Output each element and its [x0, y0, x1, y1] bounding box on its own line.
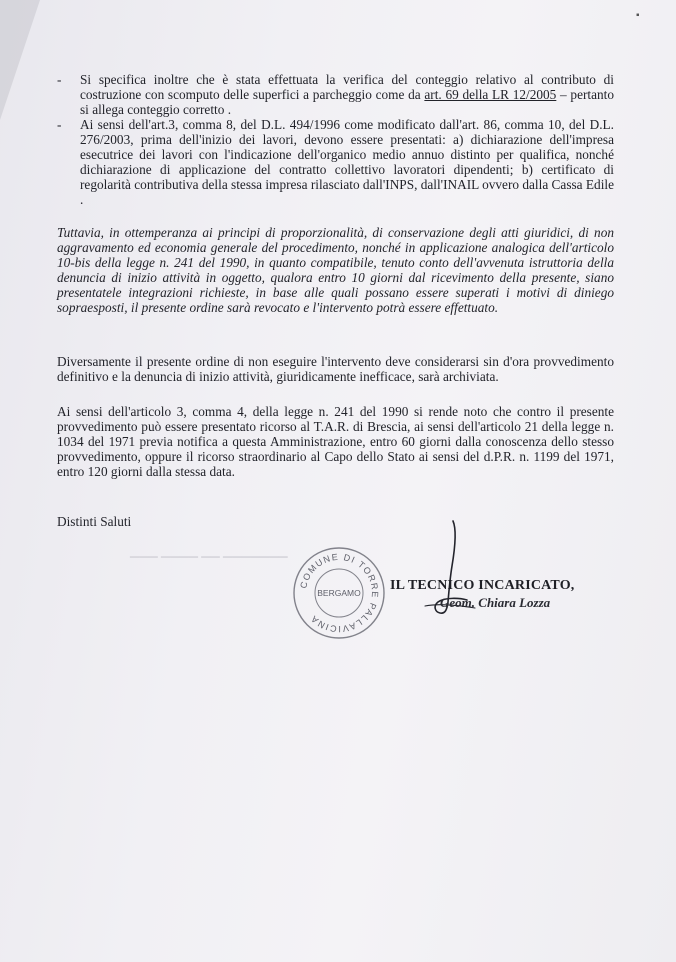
scan-mark: ▪ — [636, 10, 640, 21]
italic-paragraph: Tuttavia, in ottemperanza ai principi di proporzionalità, di conservazione degli atti giuridici, di non aggravamento ed economia generale del procedimento, nonché in applicazione analogica dell'articolo 10-bis della legge n. 241 del 1990, in quanto compatibile, tenuto conto dell'avvenuta istruttoria della denuncia di inizio attività in oggetto, qualora entro 10 giorni dal ricevimento della presente, siano presentatele integrazioni richieste, in base alle quali possano essere superati i motivi di diniego sopraesposti, il presente ordine sarà revocato e l'intervento potrà essere effettuato. — [57, 225, 614, 315]
bullet-list — [57, 72, 614, 207]
bullet-item-parcheggio — [57, 72, 614, 117]
stamp-ring-text: COMUNE DI TORRE PALLAVICINA — [298, 551, 381, 635]
bullet-item-dl494 — [57, 117, 614, 207]
paragraph-archiviata: Diversamente il presente ordine di non eseguire l'intervento deve considerarsi sin d'ora provvedimento definitivo e la denuncia di inizio attività, giuridicamente inefficace, sarà archiviata. — [57, 354, 614, 384]
page-corner-shadow — [0, 0, 40, 120]
stamp-center-text: BERGAMO — [317, 588, 361, 598]
bullet-text-tail: – pertanto si allega conteggio corretto . — [80, 87, 614, 117]
signatory-role: IL TECNICO INCARICATO, — [390, 578, 575, 593]
bullet-dash: - — [57, 117, 62, 132]
bullet-dash: - — [57, 72, 62, 87]
municipal-stamp — [291, 545, 387, 641]
closing-greeting: Distinti Saluti — [57, 514, 132, 529]
bullet-text: Ai sensi dell'art.3, comma 8, del D.L. 494/1996 come modificato dall'art. 86, comma 10, del D.L. 276/2003, prima dell'inizio dei lavori, devono essere presentati: a) dichiarazione dell'impresa esecutrice dei lavori con l'indicazione dell'organico medio annuo distinto per qualifica, nonché dichiarazione di applicazione del contratto collettivo lavoratori dipendenti; b) certificato di regolarità contributiva della stessa impresa rilasciato dall'INPS, dall'INAIL ovvero dalla Cassa Edile . — [80, 117, 614, 207]
bullet-text: Si specifica inoltre che è stata effettuata la verifica del conteggio relativo al contributo di costruzione con scomputo delle superfici a parcheggio come da — [80, 72, 614, 102]
bleed-through-text: ▁▁▁ ▁▁▁▁ ▁▁ ▁▁▁▁▁▁▁ — [130, 544, 288, 558]
law-reference-link: art. 69 della LR 12/2005 — [424, 87, 557, 102]
signatory-name: Geom. Chiara Lozza — [440, 595, 551, 610]
paragraph-ricorso: Ai sensi dell'articolo 3, comma 4, della legge n. 241 del 1990 si rende noto che contro il presente provvedimento può essere presentato ricorso al T.A.R. di Brescia, ai sensi dell'articolo 21 della legge n. 1034 del 1971 previa notifica a questa Amministrazione, entro 60 giorni dalla conoscenza dello stesso provvedimento, oppure il ricorso straordinario al Capo dello Stato ai sensi del d.P.R. n. 1199 del 1971, entro 120 giorni dalla stessa data. — [57, 404, 614, 479]
